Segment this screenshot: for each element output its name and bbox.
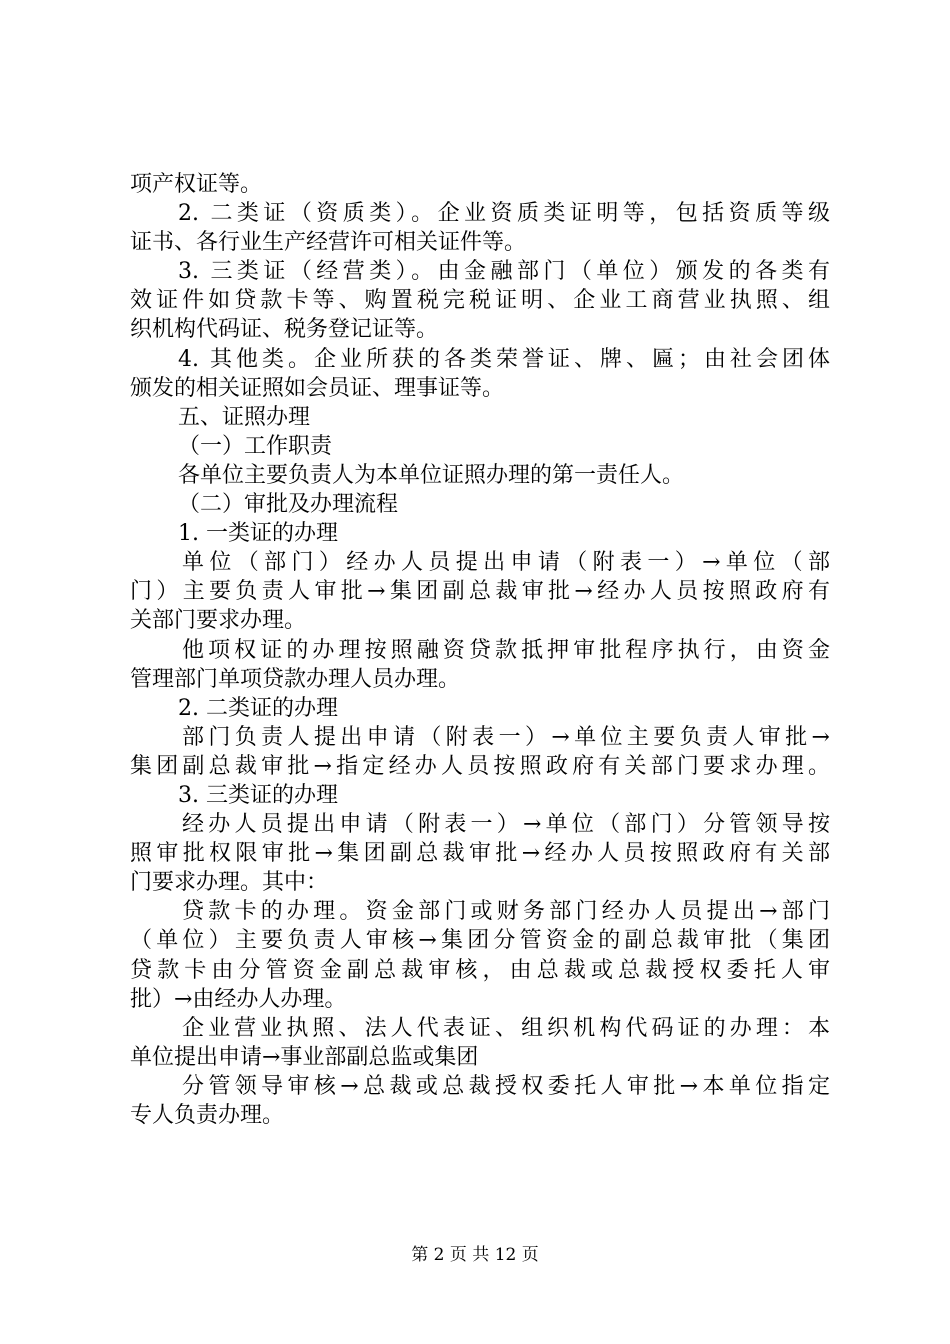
text-line: 分管领导审核→总裁或总裁授权委托人审批→本单位指定 [182,1073,830,1099]
item-heading: 3. 三类证的办理 [178,782,338,808]
text-line: 贷款卡由分管资金副总裁审核，由总裁或总裁授权委托人审 [130,957,830,983]
item-heading: 1. 一类证的办理 [178,521,338,547]
text-line: 效证件如贷款卡等、购置税完税证明、企业工商营业执照、组 [130,288,830,314]
text-line: 单位提出申请→事业部副总监或集团 [130,1044,479,1070]
text-line: 门）主要负责人审批→集团副总裁审批→经办人员按照政府有 [130,579,830,605]
text-line: （单位）主要负责人审核→集团分管资金的副总裁审批（集团 [130,928,830,954]
text-line: 项产权证等。 [130,172,263,197]
page-number-footer: 第 2 页 共 12 页 [411,1245,539,1265]
text-line: 证书、各行业生产经营许可相关证件等。 [130,230,527,256]
text-line: 织机构代码证、税务登记证等。 [130,317,439,343]
document-body [130,170,830,1130]
text-line: 企业营业执照、法人代表证、组织机构代码证的办理：本 [182,1015,830,1041]
text-line: 颁发的相关证照如会员证、理事证等。 [130,375,505,401]
text-line: 单位（部门）经办人员提出申请（附表一）→单位（部 [182,550,830,576]
text-line: 他项权证的办理按照融资贷款抵押审批程序执行，由资金 [182,637,830,663]
subsection-heading: （二）审批及办理流程 [178,492,399,518]
text-line: 管理部门单项贷款办理人员办理。 [130,666,461,692]
paragraph-heading-line: 2. 二类证（资质类）。企业资质类证明等，包括资质等级 [178,201,830,227]
paragraph-heading-line: 4. 其他类。企业所获的各类荣誉证、牌、匾；由社会团体 [178,346,830,372]
section-heading: 五、证照办理 [178,404,311,430]
text-line: 专人负责办理。 [130,1103,285,1128]
text-line: 贷款卡的办理。资金部门或财务部门经办人员提出→部门 [182,899,830,925]
item-heading: 2. 二类证的办理 [178,695,338,721]
text-line: 关部门要求办理。 [130,608,307,634]
text-line: 各单位主要负责人为本单位证照办理的第一责任人。 [178,462,685,488]
text-line: 批）→由经办人办理。 [130,986,347,1012]
text-line: 照审批权限审批→集团副总裁审批→经办人员按照政府有关部 [130,841,830,867]
subsection-heading: （一）工作职责 [178,433,333,459]
text-line: 部门负责人提出申请（附表一）→单位主要负责人审批→ [182,724,830,750]
paragraph-heading-line: 3. 三类证（经营类）。由金融部门（单位）颁发的各类有 [178,259,830,285]
text-line: 集团副总裁审批→指定经办人员按照政府有关部门要求办理。 [130,753,830,779]
text-line: 经办人员提出申请（附表一）→单位（部门）分管领导按 [182,812,830,838]
text-line: 门要求办理。其中： [130,870,329,896]
